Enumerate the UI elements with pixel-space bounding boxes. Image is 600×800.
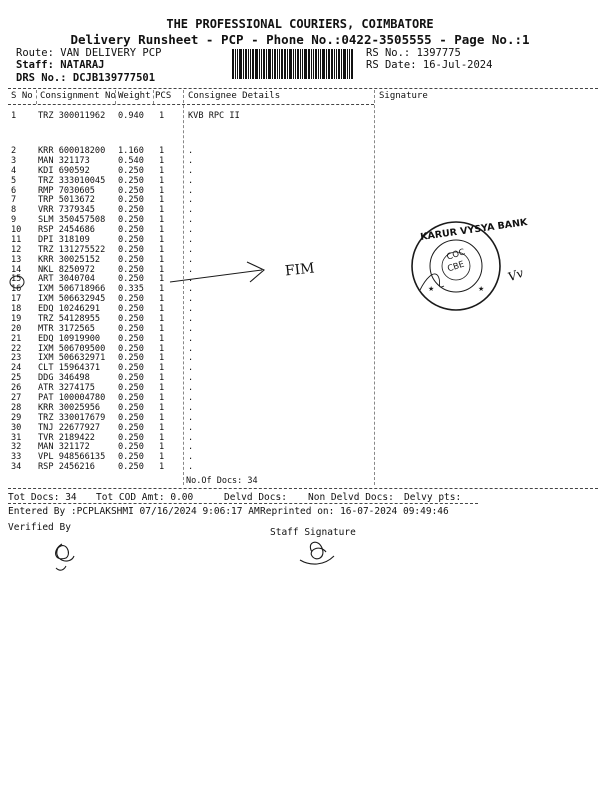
row-sno: 31 [11, 432, 22, 443]
row-consignment-no: DDG 346498 [38, 373, 90, 384]
row-pcs: 1 [159, 462, 165, 473]
row-consignment-no: ATR 3274175 [38, 383, 95, 394]
row-pcs: 1 [159, 205, 165, 216]
col-weight-header: Weight [118, 91, 151, 101]
row-pcs: 1 [159, 402, 165, 413]
row-consignment-no: EDQ 10919900 [38, 333, 101, 344]
row-consignment-no: TRZ 300011962 [38, 111, 106, 121]
row-pcs: 1 [159, 294, 165, 305]
row-consignment-no: EDQ 10246291 [38, 304, 101, 315]
row-weight: 0.250 [118, 274, 144, 285]
row-pcs: 1 [159, 234, 165, 245]
row-pcs: 1 [159, 185, 165, 196]
row-sno: 33 [11, 452, 22, 463]
verifier-signature-stroke [56, 566, 66, 570]
row-consignment-no: IXM 506709500 [38, 343, 106, 354]
row-sno: 27 [11, 393, 22, 403]
row-consignment-no: TRZ 333010045 [38, 175, 106, 186]
row-sno: 1 [11, 111, 17, 121]
row-weight: 0.250 [118, 195, 144, 206]
row-consignee: . [188, 205, 194, 216]
stamp-star: ★ [428, 285, 435, 293]
row-weight: 0.250 [118, 294, 144, 305]
col-signature-header: Signature [379, 91, 428, 101]
row-consignee: . [188, 393, 194, 403]
row-sno: 26 [11, 383, 22, 394]
row-consignee: . [188, 155, 194, 166]
row-weight: 0.250 [118, 304, 144, 315]
total-docs: Tot Docs: 34 [8, 492, 77, 503]
row-consignee: . [188, 343, 194, 354]
row-consignee: . [188, 353, 194, 364]
row-sno: 32 [11, 442, 22, 453]
row-consignee: . [188, 185, 194, 196]
row-pcs: 1 [159, 313, 165, 324]
row-weight: 0.250 [118, 363, 144, 374]
row-pcs: 1 [159, 353, 165, 364]
row-weight: 0.250 [118, 333, 144, 344]
row-weight: 0.250 [118, 422, 144, 433]
row-consignment-no: ART 3040704 [38, 274, 95, 285]
row-sno: 30 [11, 422, 22, 433]
row-consignee: . [188, 402, 194, 413]
row-pcs: 1 [159, 244, 165, 255]
row-pcs: 1 [159, 422, 165, 433]
row-consignment-no: RSP 2454686 [38, 225, 95, 236]
row-consignee: . [188, 225, 194, 236]
row-consignment-no: TRZ 54128955 [38, 313, 101, 324]
row-consignee: . [188, 452, 194, 463]
row-sno: 19 [11, 313, 22, 324]
row-sno: 25 [11, 373, 22, 384]
row-sno: 12 [11, 244, 22, 255]
row-sno: 22 [11, 343, 22, 354]
row-weight: 1.160 [118, 146, 144, 156]
total-cod: Tot COD Amt: 0.00 [96, 492, 194, 503]
row-consignee: . [188, 383, 194, 394]
row-consignment-no: MAN 321172 [38, 442, 90, 453]
row-consignee: . [188, 244, 194, 255]
row-consignee: . [188, 304, 194, 315]
row-consignment-no: MTR 3172565 [38, 323, 95, 334]
row-sno: 13 [11, 254, 22, 265]
row-consignee: . [188, 363, 194, 374]
row-consignment-no: IXM 506718966 [38, 284, 106, 295]
row-consignee: . [188, 175, 194, 186]
rs-number: RS No.: 1397775 [366, 47, 461, 59]
row-pcs: 1 [159, 195, 165, 206]
row-sno: 10 [11, 225, 22, 236]
row-weight: 0.250 [118, 402, 144, 413]
stamp-initial: Vv [506, 265, 526, 285]
row-weight: 0.250 [118, 234, 144, 245]
row-pcs: 1 [159, 432, 165, 443]
row-consignment-no: MAN 321173 [38, 155, 90, 166]
row-consignee: . [188, 294, 194, 305]
row-pcs: 1 [159, 225, 165, 236]
row-consignment-no: KDI 690592 [38, 165, 90, 176]
row-consignee: . [188, 442, 194, 453]
row-pcs: 1 [159, 442, 165, 453]
row-consignment-no: DPI 318109 [38, 234, 90, 245]
row-pcs: 1 [159, 111, 165, 121]
row-sno: 3 [11, 155, 17, 166]
row-weight: 0.250 [118, 175, 144, 186]
row-sno: 11 [11, 234, 22, 245]
row-weight: 0.250 [118, 313, 144, 324]
stamp-coc: COC [445, 247, 467, 263]
col-consignee-header: Consignee Details [188, 91, 281, 101]
row-weight: 0.250 [118, 383, 144, 394]
row-sno: 34 [11, 462, 22, 473]
row-pcs: 1 [159, 343, 165, 354]
row-consignment-no: VPL 948566135 [38, 452, 106, 463]
row-pcs: 1 [159, 383, 165, 394]
no-of-docs: No.Of Docs: 34 [186, 476, 258, 486]
row-consignee: . [188, 274, 194, 285]
row-weight: 0.250 [118, 462, 144, 473]
row-pcs: 1 [159, 175, 165, 186]
row-consignment-no: TRZ 330017679 [38, 412, 106, 423]
row-sno: 29 [11, 412, 22, 423]
row-consignee: . [188, 215, 194, 226]
col-consignment-header: Consignment No [40, 91, 116, 101]
row-weight: 0.250 [118, 412, 144, 423]
delivery-points: Delvy pts: [404, 492, 462, 503]
row-pcs: 1 [159, 215, 165, 226]
row-consignment-no: TRZ 131275522 [38, 244, 106, 255]
row-sno: 7 [11, 195, 17, 206]
row-consignee: . [188, 264, 194, 275]
row-pcs: 1 [159, 333, 165, 344]
row-sno: 24 [11, 363, 22, 374]
row-pcs: 1 [159, 254, 165, 265]
company-title: THE PROFESSIONAL COURIERS, COIMBATORE [166, 17, 434, 31]
drs-number: DRS No.: DCJB139777501 [16, 72, 156, 84]
row-sno: 4 [11, 165, 17, 176]
row-consignee: . [188, 422, 194, 433]
stamp-cbe: CBE [446, 259, 466, 275]
row-consignee: . [188, 323, 194, 334]
runsheet-title: Delivery Runsheet - PCP - Phone No.:0422-3505555 - Page No.:1 [70, 32, 530, 47]
row-sno: 15 [11, 274, 22, 285]
row-pcs: 1 [159, 264, 165, 275]
row-consignee: . [188, 462, 194, 473]
row-weight: 0.250 [118, 205, 144, 216]
row-weight: 0.250 [118, 393, 144, 403]
row-consignment-no: PAT 100004780 [38, 393, 106, 403]
staff-label: Staff: NATARAJ [16, 59, 105, 71]
route-label: Route: VAN DELIVERY PCP [16, 47, 162, 59]
row-weight: 0.250 [118, 244, 144, 255]
row-pcs: 1 [159, 304, 165, 315]
row-consignment-no: NKL 8250972 [38, 264, 95, 275]
row-consignee: . [188, 373, 194, 384]
stamp-star: ★ [478, 285, 485, 293]
row-sno: 17 [11, 294, 22, 305]
row-sno: 16 [11, 284, 22, 295]
row-weight: 0.250 [118, 323, 144, 334]
staff-signature-label: Staff Signature [270, 527, 356, 538]
stamp-ring-text: KARUR VYSYA BANK [419, 217, 529, 243]
row-pcs: 1 [159, 412, 165, 423]
row-consignee: . [188, 234, 194, 245]
row-pcs: 1 [159, 393, 165, 403]
col-pcs-header: PCS [155, 91, 172, 101]
entered-by: Entered By :PCPLAKSHMI 07/16/2024 9:06:17 AM [8, 506, 260, 517]
non-delivered-docs: Non Delvd Docs: [308, 492, 394, 503]
row-sno: 21 [11, 333, 22, 344]
row-consignment-no: IXM 506632945 [38, 294, 106, 305]
staff-signature-stroke [300, 542, 334, 564]
row-sno: 28 [11, 402, 22, 413]
row-consignee: . [188, 195, 194, 206]
row-pcs: 1 [159, 323, 165, 334]
row-consignee: . [188, 146, 194, 156]
row-pcs: 1 [159, 452, 165, 463]
row-weight: 0.250 [118, 165, 144, 176]
row-consignment-no: SLM 350457508 [38, 215, 106, 226]
row-sno: 9 [11, 215, 17, 226]
row-weight: 0.250 [118, 185, 144, 196]
row-pcs: 1 [159, 284, 165, 295]
row-sno: 20 [11, 323, 22, 334]
row-pcs: 1 [159, 274, 165, 285]
handwritten-fim: FIM [284, 260, 316, 280]
row-consignment-no: KRR 30025152 [38, 254, 101, 265]
row-sno: 23 [11, 353, 22, 364]
row-weight: 0.250 [118, 353, 144, 364]
row-weight: 0.250 [118, 442, 144, 453]
pen-stroke [170, 270, 262, 285]
row-sno: 8 [11, 205, 17, 216]
row-consignee: . [188, 284, 194, 295]
col-sno-header: S No [11, 91, 33, 101]
row-weight: 0.250 [118, 254, 144, 265]
row-pcs: 1 [159, 373, 165, 384]
row-circle-mark [10, 276, 24, 288]
verified-by-label: Verified By [8, 522, 71, 533]
row-weight: 0.250 [118, 264, 144, 275]
row-weight: 0.250 [118, 343, 144, 354]
row-consignment-no: VRR 7379345 [38, 205, 95, 216]
row-pcs: 1 [159, 155, 165, 166]
row-weight: 0.940 [118, 111, 144, 121]
row-pcs: 1 [159, 146, 165, 156]
row-sno: 6 [11, 185, 17, 196]
row-weight: 0.250 [118, 373, 144, 384]
row-consignment-no: KRR 600018200 [38, 146, 106, 156]
delivered-docs: Delvd Docs: [224, 492, 287, 503]
row-sno: 14 [11, 264, 22, 275]
row-consignee: . [188, 313, 194, 324]
row-weight: 0.250 [118, 452, 144, 463]
row-consignee: . [188, 432, 194, 443]
row-weight: 0.335 [118, 284, 144, 295]
rs-date: RS Date: 16-Jul-2024 [366, 59, 493, 71]
row-weight: 0.250 [118, 225, 144, 236]
row-consignee: KVB RPC II [188, 111, 240, 121]
reprinted-on: Reprinted on: 16-07-2024 09:49:46 [260, 506, 449, 517]
row-consignment-no: IXM 506632971 [38, 353, 106, 364]
row-consignment-no: TVR 2189422 [38, 432, 95, 443]
row-consignee: . [188, 412, 194, 423]
row-consignment-no: CLT 15964371 [38, 363, 101, 374]
row-consignment-no: RSP 2456216 [38, 462, 95, 473]
row-consignment-no: TNJ 22677927 [38, 422, 101, 433]
row-pcs: 1 [159, 165, 165, 176]
row-consignee: . [188, 254, 194, 265]
row-sno: 18 [11, 304, 22, 315]
row-pcs: 1 [159, 363, 165, 374]
row-consignment-no: KRR 30025956 [38, 402, 101, 413]
row-sno: 2 [11, 146, 17, 156]
row-consignment-no: TRP 5013672 [38, 195, 95, 206]
verifier-signature-stroke [56, 544, 74, 561]
row-consignment-no: RMP 7030605 [38, 185, 95, 196]
row-consignee: . [188, 165, 194, 176]
row-weight: 0.540 [118, 155, 144, 166]
row-weight: 0.250 [118, 432, 144, 443]
row-weight: 0.250 [118, 215, 144, 226]
row-consignee: . [188, 333, 194, 344]
row-sno: 5 [11, 175, 17, 186]
